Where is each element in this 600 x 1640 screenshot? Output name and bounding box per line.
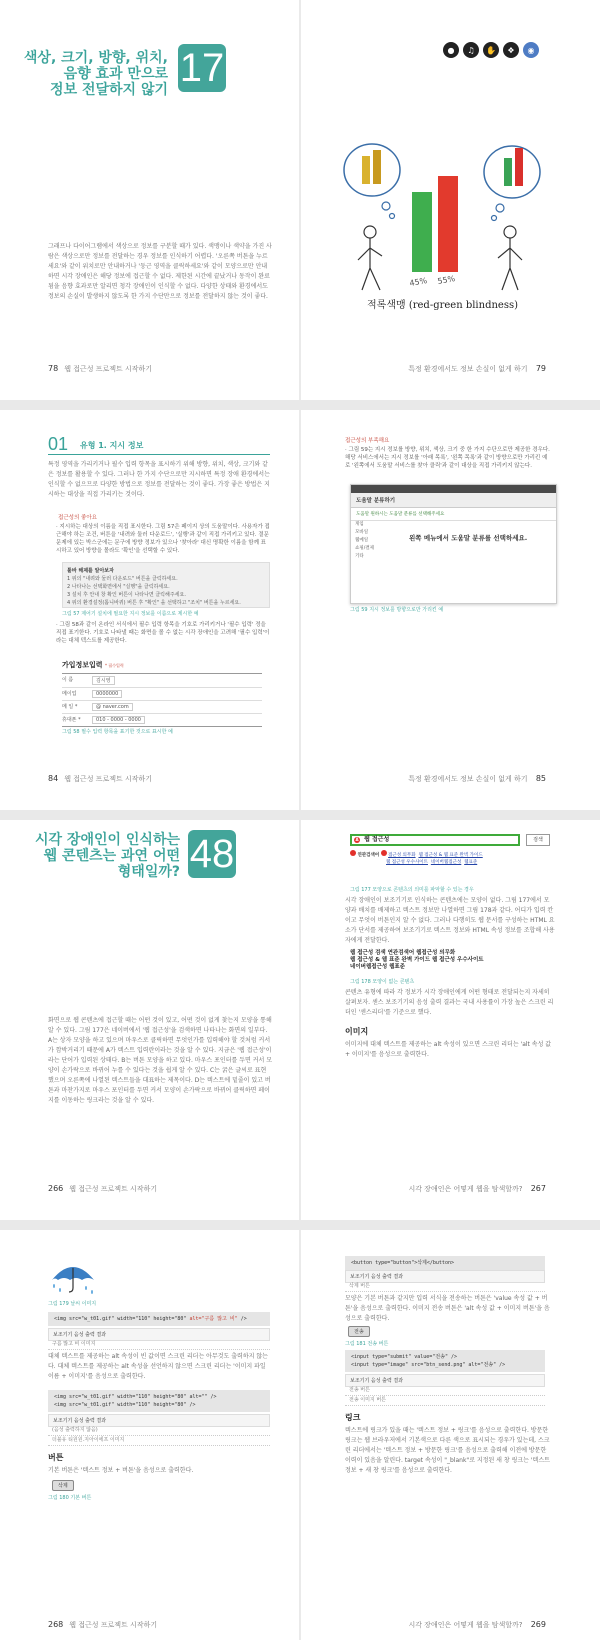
motor-icon: ✋ [483, 42, 499, 58]
required-note: * 필수입력 [105, 663, 124, 668]
submit-button-sample[interactable]: 전송 [348, 1326, 370, 1337]
page-number: 267 [530, 1184, 546, 1193]
form-row [62, 687, 262, 700]
footer-title: 시각 장애인은 어떻게 웹을 탐색할까? [408, 1621, 523, 1629]
title-line: 음향 효과 만으로 [63, 66, 168, 82]
form-title [62, 660, 262, 670]
bullet-1: · 지시하는 대상의 이름을 직접 표시한다. 그림 57은 페이지 상의 도움말이다. 사용자가 접근해야 하는 조건, 버튼을 '내려와 둘러 다운로드', '실행'과 같이 직접 가리키고 있다. 결문 문제에 있는 박스군에는 문구에 방향 정보가 있으나 '찾아라' 대신 명확한 이름을 함께 표시하고 있어 방향을 몰라도 '확인'을 선택할 수 있다. [56, 524, 270, 554]
footer-title: 웹 접근성 프로젝트 시작하기 [69, 1185, 158, 1193]
chapter-number: 17 [179, 46, 225, 90]
shot-main-text: 왼쪽 메뉴에서 도움말 분류를 선택하세요. [409, 534, 528, 542]
color-blindness-illustration [340, 140, 560, 320]
screenshot-sample [350, 484, 557, 604]
bullet-text: 그림 59는 지시 정보를 방향, 위치, 색상, 크기 중 한 가지 수단으로만 제공한 경우다. 해당 서비스에서는 지시 정보를 '아래 목록', '왼쪽 목록'과 같이 방향으로만 가리킨 예로 '왼쪽에서 도움말 서비스를 찾아 클릭'과 같이 대상을 직접 가리키지 않는다. [345, 447, 550, 469]
help-item: 3 설치 후 안내 창 확인 버튼이 나타나면 클릭해주세요. [67, 592, 186, 598]
bubble-bar-left [362, 156, 370, 184]
related-link[interactable]: 접근성 의무화 [388, 853, 416, 858]
bubble-dot [390, 214, 395, 219]
form-label: 이 름 [62, 677, 74, 683]
marker-a: A [355, 837, 359, 842]
code-text: <img src="w_t01.gif" width="110" height="80" [54, 1316, 190, 1322]
shot-tabs [351, 485, 556, 493]
thought-bubble-left [344, 144, 400, 196]
chapter-title [0, 832, 180, 880]
plain-line: 웹 접근성 검색 연관검색어 웹접근성 의무화 [350, 950, 456, 956]
shot-menu [355, 521, 397, 561]
shot-menu-item[interactable]: 기타 [355, 554, 364, 559]
form-value[interactable]: @ naver.com [92, 703, 133, 711]
search-button[interactable]: 검색 [526, 834, 550, 846]
body-text: 그래프나 다이어그램에서 색상으로 정보를 구분할 때가 있다. 색맹이나 색약을 가진 사람은 색상으로만 정보를 전달하는 경우 정보를 인식하기 어렵다. '오른쪽 버튼을 누르세요'와 같이 위치로만 안내하거나 '둥근 영역을 클릭하세요'와 같이 모양으로만 안내하면 시각 장애인은 해당 정보에 접근할 수 없다. 제한된 시간에 끝났거나 동작이 완료됨을 음향 효과로만 알리면 청각 장애인이 인식할 수 없다. 다양한 상태와 환경에서도 정보의 손실이 발생하지 않도록 한 가지 수단만으로 정보를 전달하지 않는 것이 좋다. [48, 243, 272, 300]
code-text: /> [237, 1316, 247, 1322]
footer-right [408, 364, 552, 374]
footer-title: 웹 접근성 프로젝트 시작하기 [64, 365, 153, 373]
code-block [48, 1312, 270, 1326]
heading-link: 링크 [345, 1413, 361, 1422]
page-number: 266 [48, 1184, 64, 1193]
spine [299, 820, 301, 1220]
help-item: 4 위의 환경설정(톱니바퀴) 버튼 후 "확인" 을 선택하고 "조치" 버튼을 누르세요. [67, 600, 241, 606]
code-block [48, 1390, 270, 1412]
code-line: <input type="submit" value="전송" /> [351, 1354, 457, 1360]
body-text: 텍스트에 링크가 있을 때는 '텍스트 정보 + 링크'를 음성으로 출력한다. 방문한 링크는 웹 브라우저에서 기본색으로 다른 색으로 표시되는 경우가 있는데, 스크린 리더에서는 '텍스트 정보 + 방문한 링크'를 음성으로 출력해 이전에 방문한 이력이 있음을 알린다. target 속성이 "_blank"로 지정된 새 창 링크는 '텍스트 정보 + 새 창 링크'를 음성으로 출력한다. [345, 1427, 550, 1474]
chart-bar-green [412, 192, 432, 272]
related-label: 연관검색어 [357, 853, 380, 858]
form-title-text: 가입정보입력 [62, 661, 103, 669]
chapter-title [0, 50, 168, 98]
section-rule [48, 454, 270, 455]
code-attr: alt="구름 많고 비" [189, 1316, 238, 1322]
person-right [498, 226, 522, 290]
section-number: 01 [48, 434, 69, 454]
bad-label: 접근성의 부족해요 [345, 438, 390, 444]
bar-label-55: 55% [436, 274, 456, 286]
page-number: 269 [530, 1620, 546, 1629]
spine [299, 0, 301, 400]
footer-left [48, 1620, 157, 1630]
figure-caption: 그림 57 제어기 설치에 필요한 지시 정보를 이름으로 제시한 예 [62, 611, 199, 617]
chapter-number: 48 [189, 832, 235, 876]
shot-subtitle: 도움말 원하시는 도움말 분류를 선택해주세요 [351, 508, 556, 521]
title-line: 웹 콘텐츠는 과연 어떤 [43, 848, 180, 864]
body-text: 이미지에 대체 텍스트를 제공하는 alt 속성이 있으면 스크린 리더는 'alt 속성 값 + 이미지'를 음성으로 출력한다. [345, 1041, 552, 1058]
figure-caption: 그림 180 기본 버튼 [48, 1495, 92, 1501]
page-number: 85 [535, 774, 546, 783]
footer-right [408, 774, 552, 784]
search-input[interactable]: 웹 접근성 [364, 836, 390, 843]
signup-form [62, 660, 262, 723]
good-label: 접근성의 좋아요 [58, 515, 97, 521]
delete-button-sample[interactable]: 삭제 [52, 1480, 74, 1491]
help-box [62, 562, 270, 608]
result-row: 전송 버튼 [345, 1384, 545, 1396]
shot-menu-item[interactable]: 게임 [355, 522, 364, 527]
spread-1 [0, 0, 600, 400]
bullet-2: · 그림 58과 같이 온라인 서식에서 필수 입력 항목을 기호로 가리키거나 '필수 입력' 정을 직접 표기한다. 기호로 나타낼 때는 화면을 볼 수 없는 시각 장애인을 고려해 '필수 입력'이라는 대체 텍스트를 제공한다. [56, 622, 270, 644]
footer-left [48, 774, 152, 784]
bubble-bar-right-2 [515, 148, 523, 186]
code-line: <img src="w_t01.gif" width="110" height="80" /> [54, 1402, 196, 1408]
form-label: 메 일 * [62, 704, 78, 710]
cognition-icon: ❖ [503, 42, 519, 58]
umbrella-icon [48, 1260, 98, 1294]
body-text: 화면으로 웹 콘텐츠에 접근할 때는 어떤 것이 있고, 어떤 것이 없게 찾는지 모양을 통해 알 수 있다. 그림 177은 네이버에서 '웹 접근성'을 검색하면 나타나는 화면의 일부다. A는 상자 모양을 하고 있으며 마우스로 클릭하면 무엇인가를 입력해야 할 것처럼 커서가 깜박거리기 때문에 A가 텍스트 입력란이라는 것을 알 수 있다. 지금은 '웹 접근성'이라는 단어가 입력된 상태다. B는 버튼 모양을 하고 있다. 마우스 포인터를 두면 커서 모양이 손가락으로 바뀌어 누를 수 있다는 것을 쉽게 알 수 있다. C는 굵은 글씨로 표현했으며 오른쪽에 나열된 텍스트들을 대표하는 제목이다. D는 텍스트에 밑줄이 있고 버튼과 마찬가지로 마우스 포인터를 두면 커서 모양이 손가락으로 바뀌어 클릭하면 페이지를 이동하는 링크라는 것을 알 수 있다. [48, 1017, 272, 1104]
spread-2 [0, 410, 600, 810]
hearing-icon: ♫ [463, 42, 479, 58]
bar-label-45: 45% [408, 276, 428, 288]
footer-right [408, 1620, 552, 1630]
help-item: 2 나타나는 선택화면에서 "실행"을 클릭하세요. [67, 584, 170, 590]
result-header: 보조기기 음성 출력 결과 [345, 1270, 545, 1283]
body-text: 기본 버튼은 '텍스트 정보 + 버튼'을 음성으로 출력한다. [48, 1467, 194, 1474]
body-text: 시각 장애인이 보조기기로 인식하는 콘텐츠에는 모양이 없다. 그림 177에서 모양과 배치를 배제하고 텍스트 정보만 나열하면 그림 178과 같다. 어디가 입력 칸이고 무엇이 버튼인지 알 수 없다. 그러나 다행히도 웹 문서를 구성하는 HTML 요소가 단서를 제공하여 보조기기로 텍스트 정보와 HTML 속성 정보를 조합해 사용자에게 전달한다. [345, 897, 555, 944]
code-block: <button type="button">삭제</button> [345, 1256, 545, 1270]
form-row [62, 713, 262, 727]
footer-title: 특정 환경에서도 정보 손실이 없게 하기 [408, 775, 528, 783]
result-row: (음성 출력하지 않음) [48, 1424, 270, 1436]
page-number: 84 [48, 774, 59, 783]
plain-line: 네이버웹접근성 웹표준 [350, 964, 406, 970]
figure-caption: 그림 59 지시 정보를 방향으로만 가리킨 예 [350, 607, 444, 613]
bubble-dot [496, 204, 504, 212]
marker-d [381, 850, 387, 856]
page-number: 79 [535, 364, 546, 373]
footer-title: 웹 접근성 프로젝트 시작하기 [64, 775, 153, 783]
bubble-bar-left-2 [373, 150, 381, 184]
result-header: 보조기기 음성 출력 결과 [48, 1414, 270, 1427]
spine [299, 1230, 301, 1640]
body-text: 모양은 기본 버튼과 같지만 입력 서식을 전송하는 버튼은 'value 속성 값 + 버튼'을 음성으로 출력한다. 이미지 전송 버튼은 'alt 속성 값 + 이미지 버튼'을 음성으로 출력한다. [345, 1295, 550, 1322]
shot-title-bar: 도움말 분류하기 [351, 493, 556, 508]
shot-menu-item[interactable]: 모바일 [355, 530, 369, 535]
person-left [358, 226, 382, 290]
title-line: 색상, 크기, 방향, 위치, [23, 50, 168, 66]
subheading-image: 이미지 [345, 1027, 369, 1036]
plain-text-sample [350, 950, 550, 971]
form-row [62, 700, 262, 713]
form-label: 휴대폰 * [62, 717, 81, 723]
figure-caption: 그림 179 날씨 이미지 [48, 1301, 97, 1307]
vision-icon: ◉ [523, 42, 539, 58]
result-row: 삭제 버튼 [345, 1280, 545, 1292]
result-row: 구름 많고 비 이미지 [48, 1338, 270, 1350]
help-item: 1 위의 "내려와 둘러 다운로드" 버튼을 클릭하세요. [67, 576, 178, 582]
footer-title: 웹 접근성 프로젝트 시작하기 [69, 1621, 158, 1629]
title-line: 형태일까? [117, 864, 180, 880]
right-bullet: · 그림 59는 지시 정보를 방향, 위치, 색상, 크기 중 한 가지 수단으로만 제공한 경우다. 해당 서비스에서는 지시 정보를 '아래 목록', '왼쪽 목록'과 같이 방향으로만 가리킨 예로 '왼쪽에서 도움말 서비스를 찾아 클릭'과 같이 대상을 직접 가리키지 않는다. [345, 447, 550, 469]
form-row [62, 673, 262, 687]
footer-left [48, 364, 152, 374]
footer-right [408, 1184, 552, 1194]
heading-button: 버튼 [48, 1453, 64, 1462]
search-sample [350, 834, 550, 880]
marker-c [350, 850, 356, 856]
code-line: <img src="w_t01.gif" width="110" height="80" alt="" /> [54, 1394, 217, 1400]
spread-4 [0, 1230, 600, 1640]
related-area [350, 850, 550, 866]
title-line: 시각 장애인이 인식하는 [35, 832, 180, 848]
footer-title: 시각 장애인은 어떻게 웹을 탐색할까? [408, 1185, 523, 1193]
related-link[interactable]: 웹 접근성 & 웹 표준 완벽 가이드 [418, 853, 483, 858]
result-header: 보조기기 음성 출력 결과 [48, 1328, 270, 1341]
mind-icon: ● [443, 42, 459, 58]
bubble-bar-right [504, 158, 512, 186]
result-row: 더블유 티원원.지아이에프 이미지 [48, 1434, 270, 1446]
help-box-title: 툴바 해제를 알아보자 [67, 568, 114, 574]
form-value[interactable]: 김시영 [92, 676, 115, 685]
code-block [345, 1350, 545, 1372]
related-link[interactable]: 웹표준 [464, 860, 478, 865]
form-value[interactable]: 010 - 0000 - 0000 [92, 716, 145, 724]
result-header: 보조기기 음성 출력 결과 [345, 1374, 545, 1387]
footer-left [48, 1184, 157, 1194]
figure-caption: 그림 181 전송 버튼 [345, 1341, 389, 1347]
shot-menu-item[interactable]: 웹메일 [355, 538, 369, 543]
spine [299, 410, 301, 810]
body-text: 대체 텍스트를 제공하는 alt 속성이 빈 값이면 스크린 리더는 아무것도 출력하지 않는다. 대체 텍스트를 제공하는 alt 속성을 선언하지 않으면 스크린 리더는 '이미지 파일 이름 + 이미지'를 음성으로 출력한다. [48, 1353, 268, 1380]
related-link[interactable]: 웹 접근성 우수사이트 [386, 860, 428, 865]
bubble-dot [382, 202, 390, 210]
plain-line: 웹 접근성 & 웹 표준 완벽 가이드 웹 접근성 우수사이트 [350, 957, 484, 963]
bullet-text: 그림 58과 같이 온라인 서식에서 필수 입력 항목을 기호로 가리키거나 '필수 입력' 정을 직접 표기한다. 기호로 나타낼 때는 화면을 볼 수 없는 시각 장애인을 고려해 '필수 입력'이라는 대체 텍스트를 제공한다. [56, 622, 270, 644]
code-line: <input type="image" src="btn_send.png" alt="전송" /> [351, 1362, 506, 1368]
bubble-dot [492, 216, 497, 221]
page-number: 78 [48, 364, 59, 373]
page-number: 268 [48, 1620, 64, 1629]
chart-bar-red [438, 176, 458, 272]
figure-caption: 그림 177 모양으로 콘텐츠의 의미를 파악할 수 있는 경우 [350, 887, 474, 893]
illustration-label: 적록색맹 (red-green blindness) [367, 300, 518, 311]
shot-menu-item[interactable]: 쇼핑/결제 [355, 546, 374, 551]
body-text: 특정 영역을 가리키거나 필수 입력 항목을 표시하기 위해 방향, 위치, 색상, 크기와 같은 정보를 활용할 수 있다. 그러나 한 가지 수단으로만 지시하면 특정 장애 환경에서는 인식할 수 없으므로 다양한 방법으로 정보를 전달하는 것이 좋다. 가장 좋은 방법은 지시하는 대상을 직접 가리키는 것이다. [48, 461, 270, 498]
search-box [350, 834, 520, 846]
result-row: 전송 이미지 버튼 [345, 1394, 545, 1406]
section-title: 유형 1. 지시 정보 [80, 441, 144, 450]
disability-icons [443, 42, 539, 58]
spread-3 [0, 820, 600, 1220]
form-label: 메이업 [62, 691, 77, 697]
related-link[interactable]: 네이버웹접근성 [430, 860, 462, 865]
body-text: 콘텐츠 유형에 따라 각 정보가 시각 장애인에게 어떤 형태로 전달되는지 자세히 살펴보자. 센스 보조기기의 음성 출력 결과는 국내 사용률이 가장 높은 스크린 리더인 '센스리더'를 기준으로 했다. [345, 989, 554, 1016]
title-line: 정보 전달하지 않기 [50, 82, 168, 98]
bullet-text: 지시하는 대상의 이름을 직접 표시한다. 그림 57은 페이지 상의 도움말이다. 사용자가 접근해야 하는 조건, 버튼을 '내려와 둘러 다운로드', '실행'과 같이 직접 가리키고 있다. 결문 문제에 있는 박스군에는 문구에 방향 정보가 있으나 '찾아라' 대신 명확한 이름을 함께 표시하고 있어 방향을 몰라도 '확인'을 선택할 수 있다. [56, 524, 270, 554]
form-value[interactable]: 0000000 [92, 690, 122, 698]
figure-caption: 그림 58 필수 입력 항목을 표기한 것으로 표시한 예 [62, 729, 173, 735]
footer-title: 특정 환경에서도 정보 손실이 없게 하기 [408, 365, 528, 373]
figure-caption: 그림 178 모양이 없는 콘텐츠 [350, 979, 415, 985]
